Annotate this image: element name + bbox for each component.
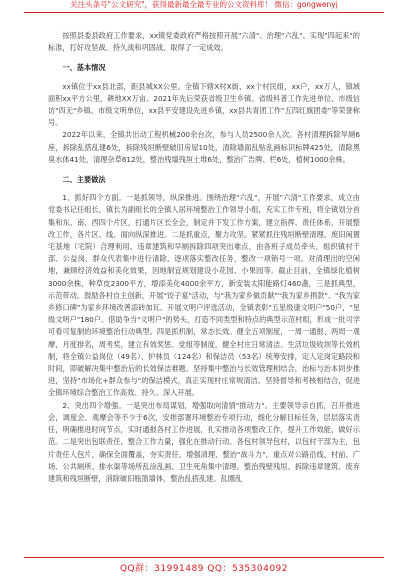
section-heading-basic: 一、基本情况 [62, 63, 106, 73]
document-body [48, 30, 360, 485]
section-heading-methods: 二、主要做法 [62, 175, 106, 185]
bottom-divider [24, 557, 384, 558]
four-enhancements-paragraph: 2、突出四个增强。一是突出布局谋划，增强取向清情"推动力"。主要领导亲自抓，召开推进会，调度会、观摩会等不少于6次，安排部署环境整治专项行动，细化分解目标任务，层层落实责任，明确推进时间节点，实时通报各村工作进展，扎实推动各项整改工作，提升工作效能，做好示范。二是突出包联责任，整合工作力量，强化在推动行动。各包村领导包村，以包村干部为主，包片责任人包片，确保全面覆盖，夯实责任，增强清理、整治"战斗力"，重点对公路沿线、村前、广场、公共厕所、排水渠等场所乱涂乱画、卫生死角集中清理。整治残壁残垣、拆除违章建筑、废弃建筑和残垣断壁，消除破旧瓶篮墙体，整治乱搭乱建、乱圈乱 [48, 400, 360, 483]
contact-text: QQ群：31991489 QQ：535304092 [119, 564, 289, 574]
basic-info-paragraph: xx镇位于xx县北部，距县城XX公里。全镇下辖X村X街，xx个村民组，xx户，xx万人，镇域面积xx平方公里，耕地XX万亩。2021年先后荣获省级卫生乡镇、省级科普工作先进单位、市级信访"四无"乡镇、市级文明单位，xx县平安建设先进乡镇，xx县共青团工作"五四红旗团委"等荣誉称号。 [48, 81, 360, 128]
statistics-paragraph: 2022年以来，全镇共出动工程机械200余台次，参与人员2500余人次。各村清理拆除旱厕6座，拆除乱搭乱建6处，拆除残垣断壁破旧房屋10处，清除墙面乱贴乱画标识标牌425处，清除黑臭水体41处，清理杂草612处，整治残墙残垣土堆6处，整治广告牌、栏6处，植树1000余株。 [48, 130, 360, 164]
four-aspects-paragraph: 1、抓好四个方面。一是抓领导，纵深推进。围绕治理"六乱"，开展"六清"工作要求，成立由党委书记任组长，镇长为副组长的全镇人居环境整治工作领导小组，充实工作专班，将全镇划分首集和东、南、西四个片区，打通片区长全会，制定并下发工作方案，建立指挥、责任体系，开展整改工作，各片区、线、面向纵深推进。二是抓重点，聚力攻坚。紧紧抓住残垣断壁清理、废旧闲置宅基地（宅院）合理利用、违章建筑和早厕拆除四项突出难点，由各班子成员牵头，组织镇村干部、公益岗、群众代表集中进行清除，逐项落实整改任务，整改一项销号一项。对清理出的空闲地，兼顾经济效益和美化效果，因地制宜规划建设小花园、小果园等。截止目前，全镇绿化植树3000余株，种草皮2300平方，增添美化4000余平方，新安装太阳能路灯460盏，三是抓典型，示范带动。鼓励各村自主创新，开展"饺子宴"活动，与"我为家乡做贡献""我为家乡捐款"、"我为家乡修口碑"为家乡环境改善添砖加瓦。开展文明户评选活动，全镇表彰"五星级康文明户"50户，"星级文明户"180户。借助争当"文明户"的势头，打造不同类型和特点的典型示范村组，形成一批可学可看可复制的环境整治行动典型。四是抓机制，常态长效。健全五项制度，一周一通报、两周一观摩，月度排名，周考奖，建立有效奖惩、党组等制度，健全村庄日常清洁、生活垃圾收坝等长效机制，将全镇公益岗位（49名）、护林员（124名）和保洁员（53名）统筹安排，定人定岗定路段和时间，即破解决集中整治后的长效保洁难题。坚持集中整治与长效管理相结合，治标与治本同步推进，坚持"市场化+群众参与"的保洁模式，真正实现村庄常规清洁。坚持督导和考核相结合，促进全镇环境综合整治工作高效、持久、深入开展。 [48, 193, 360, 398]
bottom-banner [0, 557, 408, 574]
top-divider [24, 12, 384, 13]
top-banner-text: 关注头条号"公文研究"，获得最新最全最专业的公文资料库！ 微信：gongwenyj [70, 0, 338, 9]
intro-paragraph: 按照县委县政府工作要求，xx镇党委政府严格按照开展"六清"、治理"六乱"、实现"四起来"的标准，打好攻坚战、持久战和巩固战，取得了一定成效。 [48, 31, 360, 53]
top-banner [0, 0, 408, 24]
